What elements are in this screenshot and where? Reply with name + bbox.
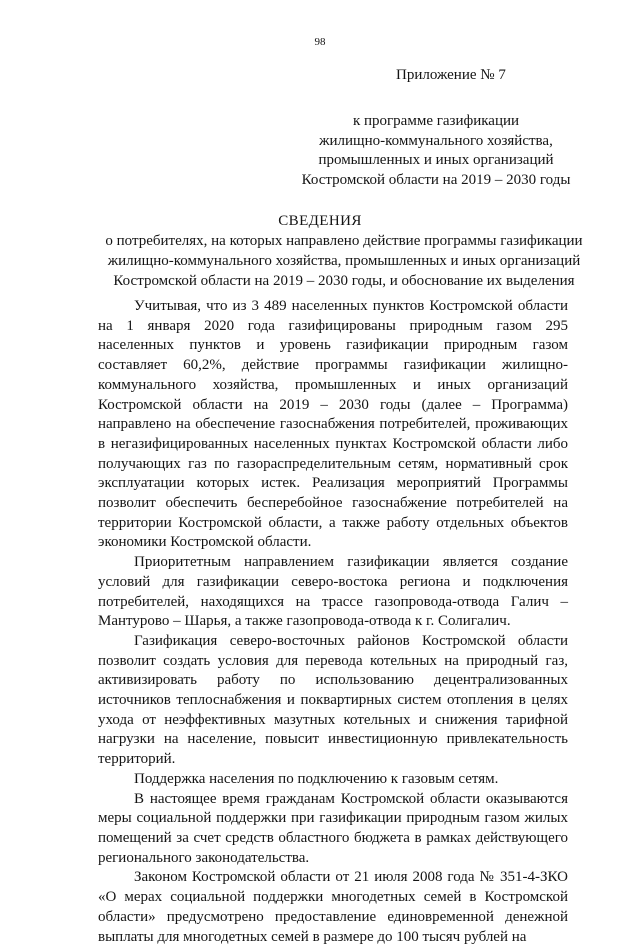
page-number: 98 <box>314 36 326 48</box>
document-subheading <box>98 232 590 291</box>
body-paragraph: Законом Костромской области от 21 июля 2008 года № 351-4-ЗКО «О мерах социальной поддержки многодетных семей в Костромской области» предусмотрено предоставление единовременной денежной выплаты для многодетных семей в размере до 100 тысяч рублей на <box>98 869 568 945</box>
appendix-line: Костромской области на 2019 – 2030 годы <box>301 172 571 189</box>
body-paragraph: Газификация северо-восточных районов Костромской области позволит создать условия для перевода котельных на природный газ, активизировать работу по использованию децентрализованных источников теплоснабжения и поквартирных систем отопления в целях ухода от неэффективных мазутных котельных и снижения тарифной нагрузки на население, повысит инвестиционную привлекательность территорий. <box>98 632 568 768</box>
document-heading: СВЕДЕНИЯ <box>278 213 362 229</box>
body-paragraph: Учитывая, что из 3 489 населенных пунктов Костромской области на 1 января 2020 года газифицированы природным газом 295 населенных пунктов и уровень газификации природным газом составляет 60,2%, действие программы газификации жилищно-коммунального хозяйства, промышленных и иных организаций Костромской области на 2019 – 2030 годы (далее – Программа) направлено на обеспечение газоснабжения потребителей, проживающих в негазифицированных населенных пунктах Костромской области либо получающих газ по газораспределительным сетям, нормативный срок эксплуатации которых истек. Реализация мероприятий Программы позволит обеспечить бесперебойное газоснабжение потребителей на территории Костромской области, а также работу отдельных объектов экономики Костромской области. <box>98 298 568 551</box>
appendix-line: к программе газификации <box>352 113 520 129</box>
document-body <box>98 297 568 947</box>
appendix-title: Приложение № 7 <box>396 67 506 83</box>
body-paragraph: Поддержка населения по подключению к газовым сетям. <box>134 770 499 787</box>
appendix-line: промышленных и иных организаций <box>318 152 554 169</box>
body-paragraph: В настоящее время гражданам Костромской области оказываются меры социальной поддержки при газификации природным газом жилых помещений за счет средств областного бюджета в рамках действующего регионального законодательства. <box>98 790 568 866</box>
subheading-line: о потребителях, на которых направлено действие программы газификации <box>105 233 583 249</box>
subheading-line: Костромской области на 2019 – 2030 годы, и обоснование их выделения <box>113 272 575 289</box>
body-paragraph: Приоритетным направлением газификации является создание условий для газификации северо-востока региона и подключения потребителей, находящихся на трассе газопровода-отвода Галич – Мантурово – Шарья, а также газопровода-отвода к г. Солигалич. <box>98 554 568 630</box>
appendix-description <box>300 112 572 191</box>
subheading-line: жилищно-коммунального хозяйства, промышленных и иных организаций <box>107 252 581 269</box>
appendix-line: жилищно-коммунального хозяйства, <box>319 132 553 149</box>
